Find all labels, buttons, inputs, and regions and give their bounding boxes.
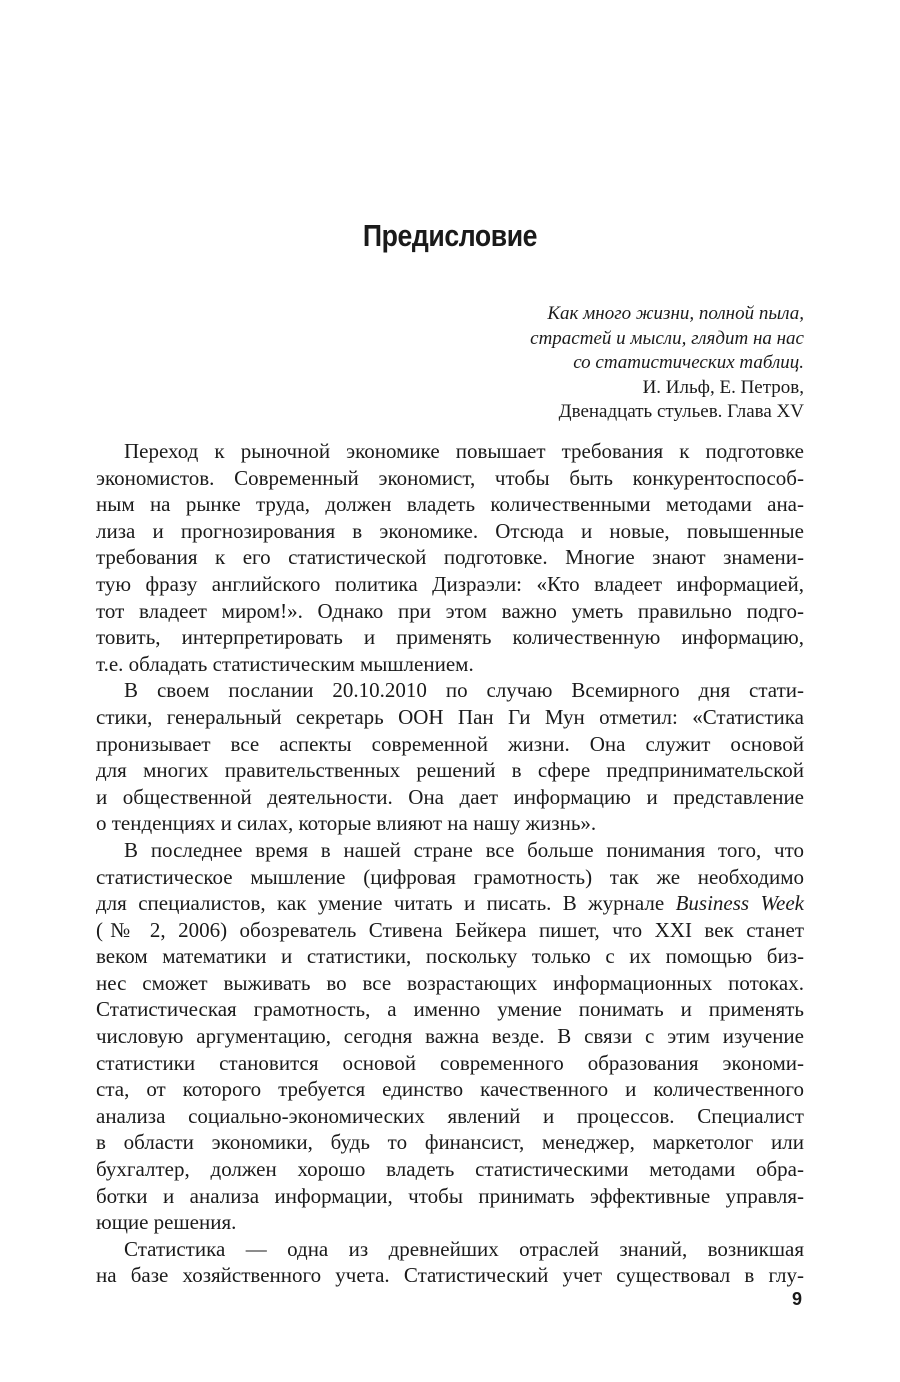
paragraph-line: числовую аргументацию, сегодня важна везде. В связи с этим изучение — [96, 1024, 804, 1049]
paragraph-line: Переход к рыночной экономике повышает требования к подготовке — [124, 439, 804, 463]
paragraph-line: тую фразу английского политика Дизраэли: «Кто владеет информацией, — [96, 571, 804, 596]
paragraph-line: экономистов. Современный экономист, чтобы быть конкурентоспособ- — [96, 465, 804, 490]
paragraph-line: анализа социально-экономических явлений и процессов. Специалист — [96, 1103, 804, 1128]
paragraph-line: тот владеет миром!». Однако при этом важно уметь правильно подго- — [96, 598, 804, 623]
paragraph-line: (№ 2, 2006) обозреватель Стивена Бейкера пишет, что XXI век станет — [96, 917, 804, 942]
paragraph-line: В последнее время в нашей стране все больше понимания того, что — [124, 837, 804, 862]
epigraph-attribution-line: И. Ильф, Е. Петров, — [642, 376, 804, 398]
paragraph-line: для специалистов, как умение читать и писать. В журнале Business Week — [96, 891, 804, 916]
paragraph-line: товить, интерпретировать и применять количественную информацию, — [96, 625, 804, 650]
paragraph-line: бухгалтер, должен хорошо владеть статистическими методами обра- — [96, 1157, 804, 1182]
paragraph-line: ющие решения. — [96, 1210, 237, 1235]
paragraph-line: статистики становится основой современного образования экономи- — [96, 1050, 804, 1075]
epigraph-quote-line: Как много жизни, полной пыла, — [547, 303, 804, 324]
epigraph-quote-line: страстей и мысли, глядит на нас — [530, 327, 804, 349]
paragraph — [96, 438, 804, 677]
paragraph-line: стики, генеральный секретарь ООН Пан Ги Мун отметил: «Статистика — [96, 704, 804, 729]
paragraph-line: пронизывает все аспекты современной жизни. Она служит основой — [96, 731, 804, 756]
paragraph-line: ным на рынке труда, должен владеть количественными методами ана- — [96, 492, 804, 517]
paragraph-line: в области экономики, будь то финансист, менеджер, маркетолог или — [96, 1130, 804, 1155]
paragraph-line: лиза и прогнозирования в экономике. Отсюда и новые, повышенные — [96, 518, 804, 543]
page-title: Предисловие — [362, 218, 538, 253]
paragraph-line: Статистическая грамотность, а именно умение понимать и применять — [96, 997, 804, 1022]
epigraph-attribution-line: Двенадцать стульев. Глава XV — [558, 401, 804, 422]
paragraph-line: и общественной деятельности. Она дает информацию и представление — [96, 784, 804, 809]
paragraph-line: ботки и анализа информации, чтобы принимать эффективные управля- — [96, 1183, 804, 1208]
paragraph-line: статистическое мышление (цифровая грамотность) так же необходимо — [96, 864, 804, 889]
epigraph-quote-line: со статистических таблиц. — [573, 352, 804, 373]
paragraph-line: В своем послании 20.10.2010 по случаю Всемирного дня стати- — [124, 678, 804, 703]
paragraph-line: требования к его статистической подготовке. Многие знают знамени- — [96, 545, 804, 570]
paragraph-line: Статистика — одна из древнейших отраслей знаний, возникшая — [124, 1236, 804, 1261]
paragraph-line: веком математики и статистики, поскольку только с их помощью биз- — [96, 944, 804, 969]
paragraph-line: ста, от которого требуется единство качественного и количественного — [96, 1077, 804, 1102]
page-number: 9 — [791, 1289, 802, 1309]
body-text — [96, 438, 804, 1289]
paragraph-line: о тенденциях и силах, которые влияют на нашу жизнь». — [96, 811, 597, 836]
paragraph — [96, 1236, 804, 1289]
paragraph — [96, 837, 804, 1236]
epigraph-attribution — [384, 376, 804, 425]
paragraph-line: т.е. обладать статистическим мышлением. — [96, 651, 474, 676]
journal-title: Business Week — [675, 891, 804, 916]
paragraph — [96, 677, 804, 837]
epigraph-quote — [384, 302, 804, 376]
epigraph — [384, 302, 804, 425]
paragraph-line: на базе хозяйственного учета. Статистический учет существовал в глу- — [96, 1263, 804, 1288]
paragraph-line: нес сможет выживать во все возрастающих информационных потоках. — [96, 970, 804, 995]
paragraph-line: для многих правительственных решений в сфере предпринимательской — [96, 758, 804, 783]
